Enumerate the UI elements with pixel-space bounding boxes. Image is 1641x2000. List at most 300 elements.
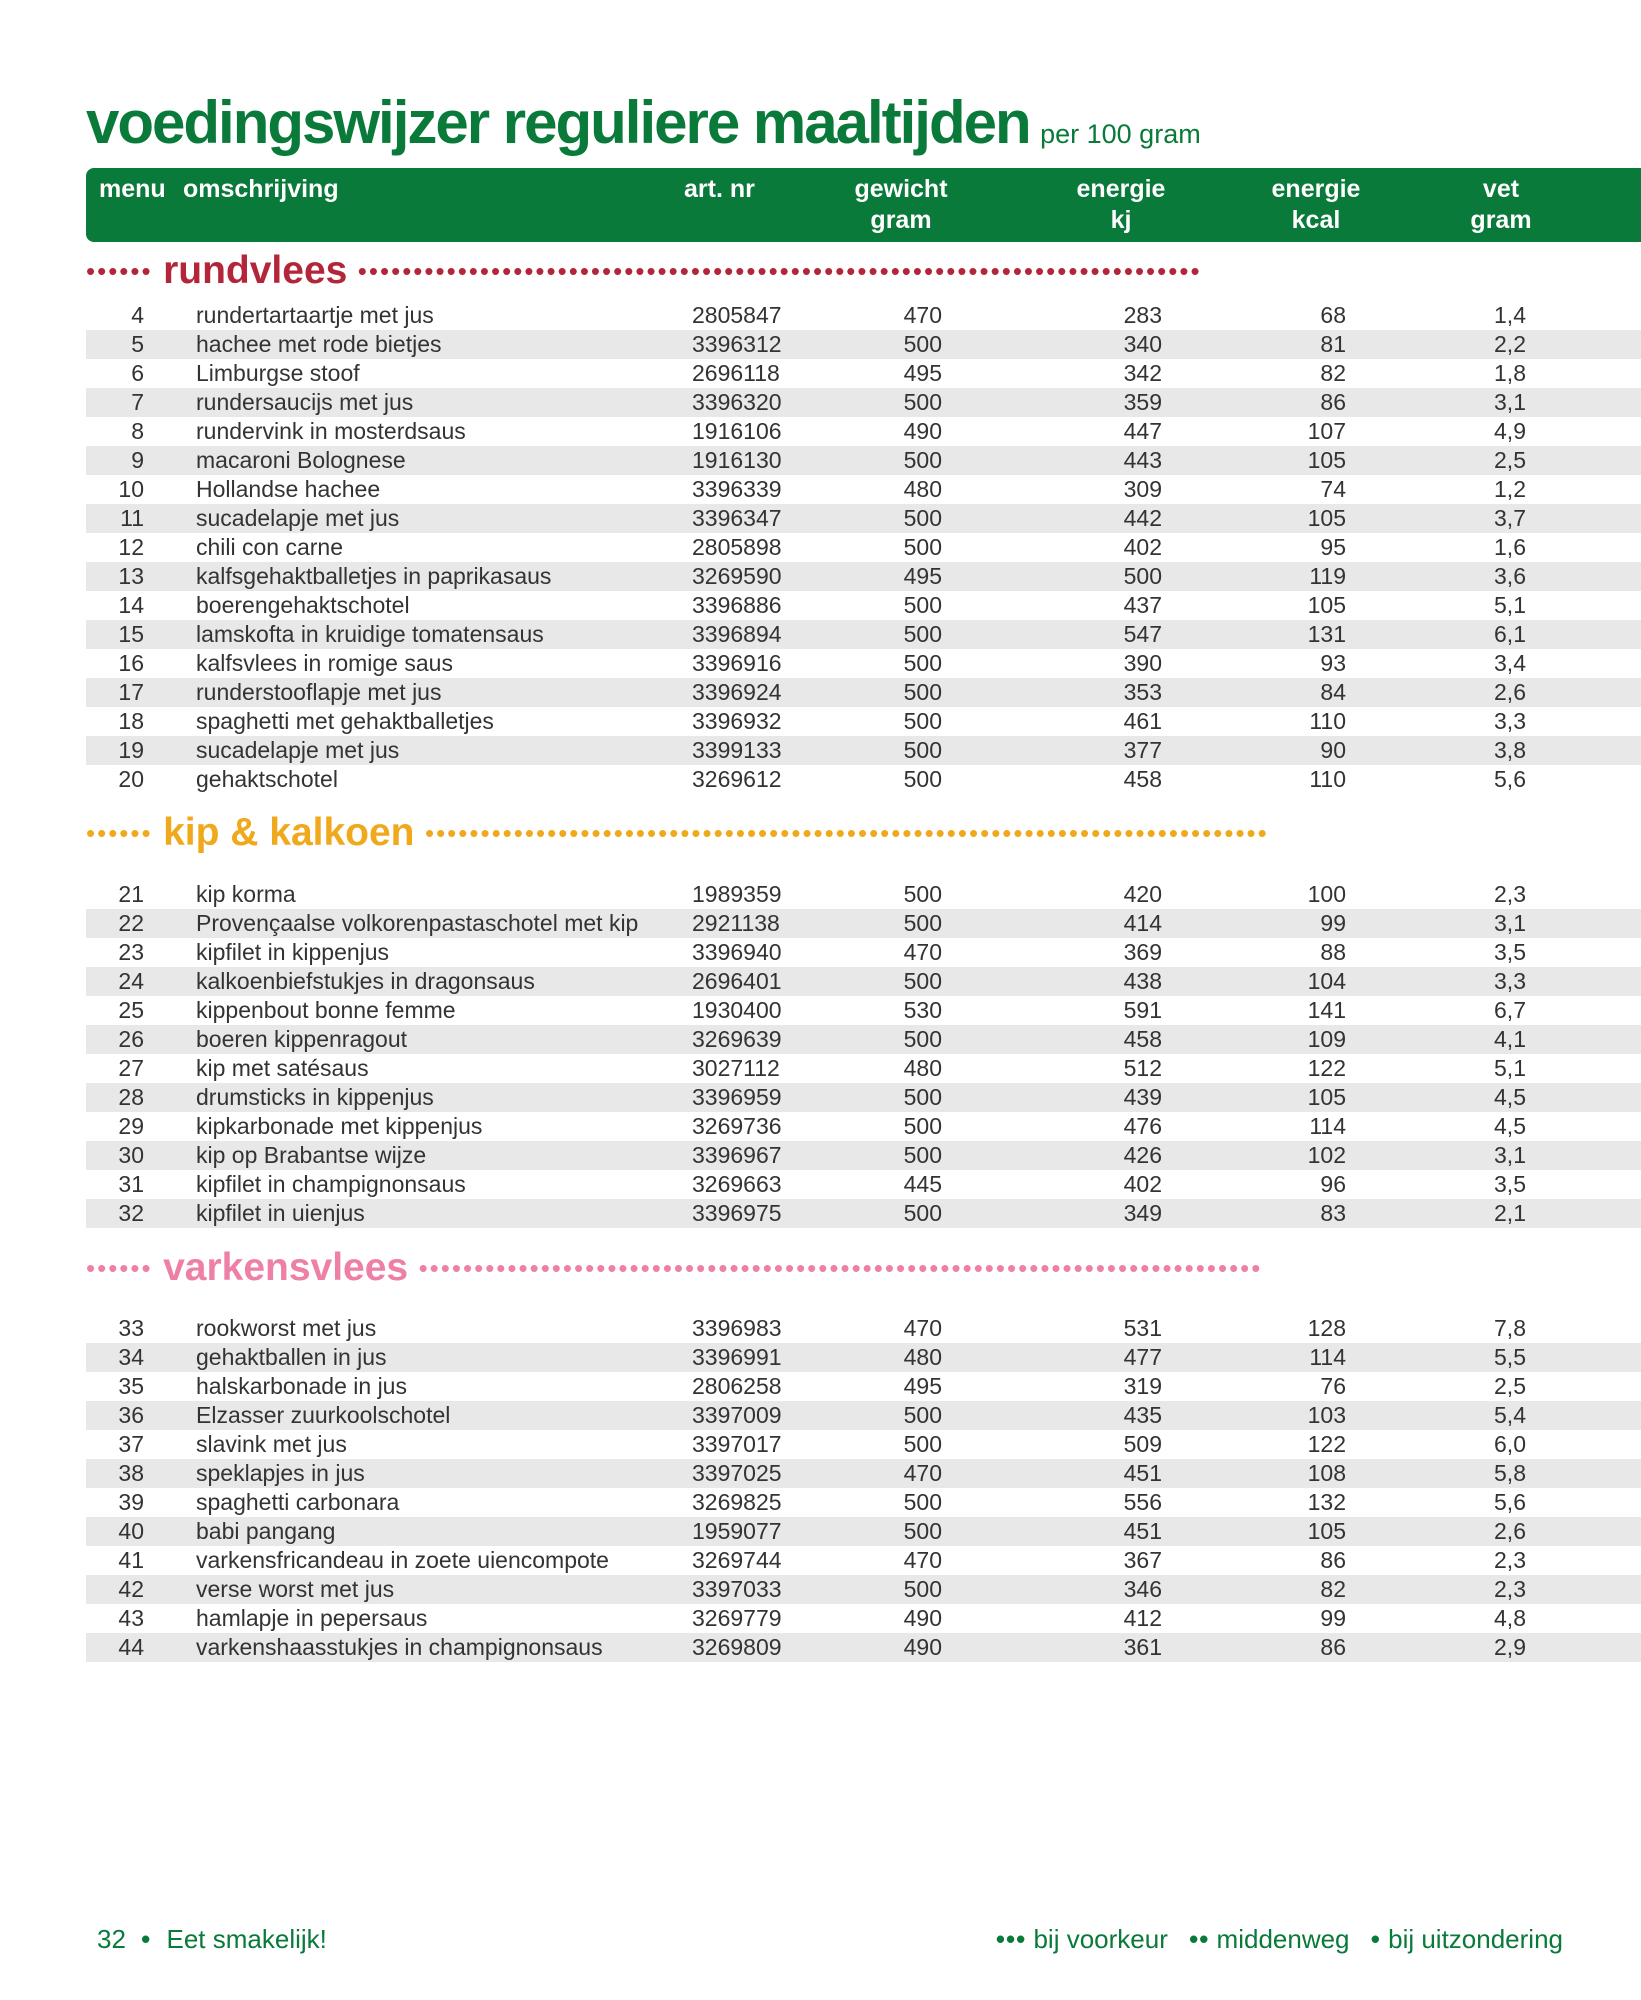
- cell-energy-kj: 369: [1123, 939, 1162, 965]
- cell-article-number: 3269744: [692, 1547, 782, 1573]
- cell-fat: 5,1: [1494, 592, 1526, 618]
- cell-description: rundertartaartje met jus: [196, 302, 434, 328]
- cell-menu-number: 4: [131, 302, 144, 328]
- cell-description: verse worst met jus: [196, 1576, 395, 1602]
- cell-menu-number: 6: [131, 360, 144, 386]
- cell-fat: 3,3: [1494, 708, 1526, 734]
- cell-description: Provençaalse volkorenpastaschotel met kip: [196, 910, 639, 936]
- section-dots-left: ••••••: [86, 1253, 153, 1283]
- cell-weight: 495: [903, 360, 942, 386]
- cell-article-number: 1916106: [692, 418, 782, 444]
- cell-description: slavink met jus: [196, 1431, 347, 1457]
- table-row: [86, 562, 1641, 591]
- cell-weight: 500: [903, 1113, 942, 1139]
- footer-text: Eet smakelijk!: [166, 1924, 327, 1954]
- cell-description: varkenshaasstukjes in champignonsaus: [196, 1634, 603, 1660]
- header-kcal-line2: kcal: [1291, 206, 1341, 234]
- table-row: [86, 1112, 1641, 1141]
- cell-article-number: 3269809: [692, 1634, 782, 1660]
- cell-article-number: 3269779: [692, 1605, 782, 1631]
- cell-description: macaroni Bolognese: [196, 447, 406, 473]
- section-rows-rundvlees: [86, 301, 1641, 794]
- table-row: [86, 736, 1641, 765]
- cell-fat: 4,8: [1494, 1605, 1526, 1631]
- cell-menu-number: 14: [118, 592, 144, 618]
- table-row: [86, 678, 1641, 707]
- legend-label: middenweg: [1216, 1924, 1350, 1954]
- cell-menu-number: 5: [131, 331, 144, 357]
- cell-menu-number: 21: [118, 881, 144, 907]
- cell-energy-kcal: 131: [1307, 621, 1346, 647]
- cell-menu-number: 31: [118, 1171, 144, 1197]
- cell-weight: 500: [903, 389, 942, 415]
- table-row: [86, 1343, 1641, 1372]
- cell-description: halskarbonade in jus: [196, 1373, 407, 1399]
- cell-menu-number: 19: [118, 737, 144, 763]
- cell-article-number: 3269612: [692, 766, 782, 792]
- cell-menu-number: 43: [118, 1605, 144, 1631]
- legend-label: bij uitzondering: [1388, 1924, 1563, 1954]
- cell-weight: 500: [903, 881, 942, 907]
- cell-weight: 530: [903, 997, 942, 1023]
- cell-energy-kj: 442: [1123, 505, 1162, 531]
- cell-weight: 490: [903, 418, 942, 444]
- section-name: rundvlees: [163, 249, 348, 292]
- cell-menu-number: 25: [118, 997, 144, 1023]
- section-dots-right: ••••••••••••••••••••••••••••••••••••••••••••••••••••••••••••••••••••••••••••: [357, 256, 1202, 286]
- cell-fat: 4,1: [1494, 1026, 1526, 1052]
- cell-energy-kj: 509: [1123, 1431, 1162, 1457]
- cell-energy-kcal: 104: [1307, 968, 1346, 994]
- cell-menu-number: 15: [118, 621, 144, 647]
- legend-dots: •: [1370, 1924, 1381, 1954]
- cell-description: kipfilet in champignonsaus: [196, 1171, 466, 1197]
- cell-energy-kj: 458: [1123, 766, 1162, 792]
- cell-weight: 500: [903, 766, 942, 792]
- cell-weight: 490: [903, 1605, 942, 1631]
- cell-article-number: 3396894: [692, 621, 782, 647]
- cell-article-number: 3269663: [692, 1171, 782, 1197]
- cell-energy-kcal: 88: [1320, 939, 1346, 965]
- cell-article-number: 3269590: [692, 563, 782, 589]
- table-row: [86, 938, 1641, 967]
- cell-description: gehaktschotel: [196, 766, 338, 792]
- header-omschrijving: omschrijving: [183, 175, 339, 203]
- cell-energy-kcal: 82: [1320, 360, 1346, 386]
- table-row: [86, 1633, 1641, 1662]
- cell-energy-kcal: 74: [1320, 476, 1346, 502]
- page-title: voedingswijzer reguliere maaltijden: [86, 89, 1030, 156]
- table-row: [86, 330, 1641, 359]
- cell-energy-kj: 367: [1123, 1547, 1162, 1573]
- table-row: [86, 1401, 1641, 1430]
- cell-weight: 480: [903, 1344, 942, 1370]
- section-rows-varkensvlees: [86, 1314, 1641, 1662]
- cell-description: rundervink in mosterdsaus: [196, 418, 466, 444]
- cell-energy-kcal: 132: [1307, 1489, 1346, 1515]
- cell-article-number: 3396932: [692, 708, 782, 734]
- cell-fat: 5,5: [1494, 1344, 1526, 1370]
- cell-description: speklapjes in jus: [196, 1460, 365, 1486]
- section-dots-right: ••••••••••••••••••••••••••••••••••••••••••••••••••••••••••••••••••••••••••••: [424, 818, 1269, 848]
- cell-energy-kcal: 93: [1320, 650, 1346, 676]
- table-row: [86, 1083, 1641, 1112]
- section-rows-kip-kalkoen: [86, 880, 1641, 1228]
- cell-article-number: 3397033: [692, 1576, 782, 1602]
- cell-weight: 500: [903, 1200, 942, 1226]
- cell-energy-kcal: 110: [1309, 708, 1346, 734]
- cell-menu-number: 18: [118, 708, 144, 734]
- cell-article-number: 3396959: [692, 1084, 782, 1110]
- cell-weight: 445: [903, 1171, 942, 1197]
- section-title-kip-kalkoen: [86, 811, 1641, 855]
- cell-energy-kcal: 105: [1307, 505, 1346, 531]
- cell-energy-kcal: 103: [1307, 1402, 1346, 1428]
- cell-energy-kj: 451: [1123, 1460, 1162, 1486]
- table-row: [86, 1459, 1641, 1488]
- cell-energy-kj: 402: [1123, 1171, 1162, 1197]
- cell-weight: 500: [903, 534, 942, 560]
- cell-weight: 480: [903, 1055, 942, 1081]
- section-dots-right: ••••••••••••••••••••••••••••••••••••••••••••••••••••••••••••••••••••••••••••: [418, 1253, 1263, 1283]
- cell-energy-kcal: 81: [1320, 331, 1346, 357]
- header-kj-line1: energie: [1076, 175, 1166, 203]
- cell-fat: 5,8: [1494, 1460, 1526, 1486]
- title-row: [86, 88, 1201, 157]
- cell-weight: 495: [903, 563, 942, 589]
- table-row: [86, 1054, 1641, 1083]
- cell-energy-kj: 359: [1123, 389, 1162, 415]
- cell-description: kip korma: [196, 881, 296, 907]
- cell-menu-number: 37: [118, 1431, 144, 1457]
- table-row: [86, 1199, 1641, 1228]
- cell-menu-number: 17: [118, 679, 144, 705]
- cell-article-number: 3396924: [692, 679, 782, 705]
- cell-energy-kcal: 105: [1307, 447, 1346, 473]
- cell-fat: 4,9: [1494, 418, 1526, 444]
- cell-description: kipkarbonade met kippenjus: [196, 1113, 483, 1139]
- cell-energy-kj: 477: [1123, 1344, 1162, 1370]
- legend-dots: ••: [1189, 1924, 1210, 1954]
- cell-article-number: 3396339: [692, 476, 782, 502]
- cell-energy-kcal: 90: [1320, 737, 1346, 763]
- table-row: [86, 504, 1641, 533]
- cell-weight: 470: [903, 1460, 942, 1486]
- cell-article-number: 2696401: [692, 968, 782, 994]
- cell-description: chili con carne: [196, 534, 344, 560]
- cell-energy-kj: 531: [1123, 1315, 1162, 1341]
- cell-description: kipfilet in uienjus: [196, 1200, 365, 1226]
- cell-energy-kj: 447: [1123, 418, 1162, 444]
- cell-menu-number: 12: [118, 534, 144, 560]
- cell-energy-kcal: 122: [1307, 1055, 1346, 1081]
- cell-fat: 5,6: [1494, 1489, 1526, 1515]
- cell-energy-kcal: 68: [1320, 302, 1346, 328]
- header-kj-line2: kj: [1110, 206, 1132, 234]
- cell-fat: 3,3: [1494, 968, 1526, 994]
- cell-energy-kj: 512: [1123, 1055, 1162, 1081]
- cell-menu-number: 40: [118, 1518, 144, 1544]
- cell-energy-kcal: 84: [1320, 679, 1346, 705]
- header-menu: menu: [99, 175, 166, 203]
- cell-energy-kj: 346: [1123, 1576, 1162, 1602]
- table-row: [86, 1604, 1641, 1633]
- cell-description: runderstooflapje met jus: [196, 679, 442, 705]
- cell-weight: 470: [903, 1315, 942, 1341]
- cell-description: Limburgse stoof: [196, 360, 360, 386]
- cell-energy-kj: 420: [1123, 881, 1162, 907]
- cell-weight: 470: [903, 1547, 942, 1573]
- cell-energy-kcal: 82: [1320, 1576, 1346, 1602]
- table-row: [86, 1025, 1641, 1054]
- cell-article-number: 3269736: [692, 1113, 782, 1139]
- cell-energy-kj: 412: [1123, 1605, 1162, 1631]
- cell-weight: 500: [903, 505, 942, 531]
- cell-energy-kcal: 114: [1309, 1344, 1346, 1370]
- cell-energy-kcal: 100: [1307, 881, 1346, 907]
- cell-energy-kcal: 108: [1307, 1460, 1346, 1486]
- cell-article-number: 3269639: [692, 1026, 782, 1052]
- cell-menu-number: 8: [131, 418, 144, 444]
- cell-energy-kcal: 110: [1309, 766, 1346, 792]
- cell-energy-kcal: 105: [1307, 592, 1346, 618]
- cell-energy-kcal: 107: [1307, 418, 1346, 444]
- cell-weight: 500: [903, 1576, 942, 1602]
- cell-fat: 3,1: [1494, 1142, 1526, 1168]
- cell-fat: 6,7: [1494, 997, 1526, 1023]
- header-vet-line2: gram: [1470, 206, 1532, 234]
- table-row: [86, 533, 1641, 562]
- cell-article-number: 2696118: [692, 360, 780, 386]
- cell-energy-kj: 547: [1123, 621, 1162, 647]
- cell-article-number: 3396312: [692, 331, 782, 357]
- cell-menu-number: 11: [120, 505, 144, 531]
- cell-description: boeren kippenragout: [196, 1026, 407, 1052]
- cell-menu-number: 42: [118, 1576, 144, 1602]
- cell-fat: 3,7: [1494, 505, 1526, 531]
- cell-fat: 2,3: [1494, 881, 1526, 907]
- cell-fat: 2,3: [1494, 1576, 1526, 1602]
- header-energie-kcal: [1241, 174, 1391, 236]
- section-name: kip & kalkoen: [163, 811, 415, 854]
- cell-weight: 500: [903, 910, 942, 936]
- legend-label: bij voorkeur: [1033, 1924, 1168, 1954]
- cell-description: kip met satésaus: [196, 1055, 369, 1081]
- cell-energy-kcal: 119: [1309, 563, 1346, 589]
- cell-energy-kcal: 76: [1320, 1373, 1346, 1399]
- cell-energy-kcal: 86: [1320, 389, 1346, 415]
- cell-description: hamlapje in pepersaus: [196, 1605, 428, 1631]
- cell-weight: 500: [903, 650, 942, 676]
- cell-fat: 4,5: [1494, 1084, 1526, 1110]
- cell-fat: 1,4: [1494, 302, 1526, 328]
- cell-article-number: 1930400: [692, 997, 782, 1023]
- cell-fat: 2,9: [1494, 1634, 1526, 1660]
- cell-energy-kcal: 95: [1320, 534, 1346, 560]
- table-row: [86, 1546, 1641, 1575]
- cell-description: Elzasser zuurkoolschotel: [196, 1402, 451, 1428]
- cell-energy-kcal: 105: [1307, 1084, 1346, 1110]
- cell-article-number: 1959077: [692, 1518, 782, 1544]
- legend: [982, 1924, 1563, 1955]
- cell-weight: 500: [903, 679, 942, 705]
- cell-menu-number: 20: [118, 766, 144, 792]
- cell-energy-kj: 353: [1123, 679, 1162, 705]
- cell-energy-kj: 361: [1123, 1634, 1162, 1660]
- table-row: [86, 1372, 1641, 1401]
- page-subtitle: per 100 gram: [1040, 119, 1201, 149]
- cell-weight: 470: [903, 302, 942, 328]
- header-gewicht-line1: gewicht: [854, 175, 948, 203]
- cell-energy-kcal: 109: [1307, 1026, 1346, 1052]
- cell-energy-kcal: 99: [1320, 910, 1346, 936]
- cell-menu-number: 26: [118, 1026, 144, 1052]
- cell-energy-kcal: 128: [1307, 1315, 1346, 1341]
- table-row: [86, 1575, 1641, 1604]
- table-row: [86, 1488, 1641, 1517]
- cell-article-number: 3396916: [692, 650, 782, 676]
- table-row: [86, 388, 1641, 417]
- cell-article-number: 3399133: [692, 737, 782, 763]
- section-dots-left: ••••••: [86, 818, 153, 848]
- cell-menu-number: 30: [118, 1142, 144, 1168]
- cell-description: varkensfricandeau in zoete uiencompote: [196, 1547, 609, 1573]
- cell-description: babi pangang: [196, 1518, 336, 1544]
- cell-description: sucadelapje met jus: [196, 505, 400, 531]
- table-header: [86, 168, 1641, 242]
- cell-description: drumsticks in kippenjus: [196, 1084, 434, 1110]
- cell-fat: 1,6: [1494, 534, 1526, 560]
- table-row: [86, 880, 1641, 909]
- cell-description: lamskofta in kruidige tomatensaus: [196, 621, 544, 647]
- cell-description: rundersaucijs met jus: [196, 389, 414, 415]
- section-name: varkensvlees: [163, 1246, 409, 1289]
- cell-energy-kj: 591: [1123, 997, 1162, 1023]
- cell-energy-kcal: 102: [1307, 1142, 1346, 1168]
- cell-weight: 500: [903, 331, 942, 357]
- cell-weight: 500: [903, 592, 942, 618]
- cell-energy-kj: 377: [1123, 737, 1162, 763]
- cell-energy-kj: 476: [1123, 1113, 1162, 1139]
- cell-description: kip op Brabantse wijze: [196, 1142, 427, 1168]
- cell-weight: 500: [903, 737, 942, 763]
- cell-menu-number: 7: [131, 389, 144, 415]
- cell-fat: 2,1: [1494, 1200, 1526, 1226]
- cell-description: sucadelapje met jus: [196, 737, 400, 763]
- cell-menu-number: 32: [118, 1200, 144, 1226]
- cell-energy-kj: 500: [1123, 563, 1162, 589]
- table-row: [86, 1141, 1641, 1170]
- cell-fat: 3,4: [1494, 650, 1526, 676]
- table-row: [86, 475, 1641, 504]
- header-art-nr: art. nr: [684, 175, 755, 203]
- cell-article-number: 3027112: [692, 1055, 780, 1081]
- cell-description: spaghetti carbonara: [196, 1489, 400, 1515]
- cell-menu-number: 29: [118, 1113, 144, 1139]
- cell-energy-kcal: 114: [1309, 1113, 1346, 1139]
- cell-article-number: 3396347: [692, 505, 782, 531]
- cell-menu-number: 16: [118, 650, 144, 676]
- section-title-rundvlees: [86, 249, 1641, 293]
- cell-article-number: 1989359: [692, 881, 782, 907]
- cell-weight: 500: [903, 1518, 942, 1544]
- cell-energy-kj: 426: [1123, 1142, 1162, 1168]
- cell-fat: 3,1: [1494, 389, 1526, 415]
- cell-energy-kj: 556: [1123, 1489, 1162, 1515]
- cell-energy-kj: 283: [1123, 302, 1162, 328]
- cell-weight: 500: [903, 708, 942, 734]
- cell-weight: 480: [903, 476, 942, 502]
- table-row: [86, 1314, 1641, 1343]
- cell-energy-kj: 340: [1123, 331, 1162, 357]
- cell-article-number: 3269825: [692, 1489, 782, 1515]
- cell-energy-kj: 402: [1123, 534, 1162, 560]
- cell-fat: 3,5: [1494, 1171, 1526, 1197]
- table-row: [86, 1517, 1641, 1546]
- cell-menu-number: 28: [118, 1084, 144, 1110]
- cell-fat: 3,5: [1494, 939, 1526, 965]
- cell-fat: 6,0: [1494, 1431, 1526, 1457]
- cell-menu-number: 38: [118, 1460, 144, 1486]
- legend-item-bij-voorkeur: [996, 1924, 1175, 1954]
- cell-weight: 470: [903, 939, 942, 965]
- cell-article-number: 3397017: [692, 1431, 782, 1457]
- cell-energy-kcal: 105: [1307, 1518, 1346, 1544]
- cell-fat: 2,3: [1494, 1547, 1526, 1573]
- cell-article-number: 2805898: [692, 534, 782, 560]
- header-vet-line1: vet: [1482, 175, 1520, 203]
- table-row: [86, 996, 1641, 1025]
- cell-weight: 500: [903, 1431, 942, 1457]
- header-gewicht-line2: gram: [870, 206, 932, 234]
- cell-fat: 2,5: [1494, 447, 1526, 473]
- cell-description: kippenbout bonne femme: [196, 997, 456, 1023]
- cell-menu-number: 33: [118, 1315, 144, 1341]
- cell-energy-kj: 439: [1123, 1084, 1162, 1110]
- cell-article-number: 3396940: [692, 939, 782, 965]
- cell-fat: 5,4: [1494, 1402, 1526, 1428]
- cell-article-number: 2806258: [692, 1373, 782, 1399]
- cell-menu-number: 24: [118, 968, 144, 994]
- cell-article-number: 3396983: [692, 1315, 782, 1341]
- cell-energy-kcal: 96: [1320, 1171, 1346, 1197]
- legend-dots: •••: [995, 1924, 1027, 1954]
- cell-fat: 3,1: [1494, 910, 1526, 936]
- cell-description: Hollandse hachee: [196, 476, 381, 502]
- cell-article-number: 2805847: [692, 302, 782, 328]
- cell-menu-number: 10: [118, 476, 144, 502]
- header-energie-kj: [1046, 174, 1196, 236]
- table-row: [86, 649, 1641, 678]
- cell-article-number: 3397009: [692, 1402, 782, 1428]
- cell-energy-kj: 437: [1123, 592, 1162, 618]
- cell-weight: 500: [903, 447, 942, 473]
- cell-article-number: 3396886: [692, 592, 782, 618]
- cell-energy-kcal: 86: [1320, 1634, 1346, 1660]
- footer-bullet: •: [141, 1924, 152, 1954]
- cell-energy-kj: 461: [1123, 708, 1162, 734]
- cell-menu-number: 23: [118, 939, 144, 965]
- cell-description: kipfilet in kippenjus: [196, 939, 390, 965]
- cell-energy-kj: 309: [1123, 476, 1162, 502]
- cell-article-number: 3397025: [692, 1460, 782, 1486]
- cell-energy-kj: 443: [1123, 447, 1162, 473]
- page-number: 32: [97, 1924, 126, 1954]
- cell-menu-number: 35: [118, 1373, 144, 1399]
- cell-fat: 1,8: [1494, 360, 1526, 386]
- cell-energy-kcal: 83: [1320, 1200, 1346, 1226]
- cell-fat: 2,6: [1494, 679, 1526, 705]
